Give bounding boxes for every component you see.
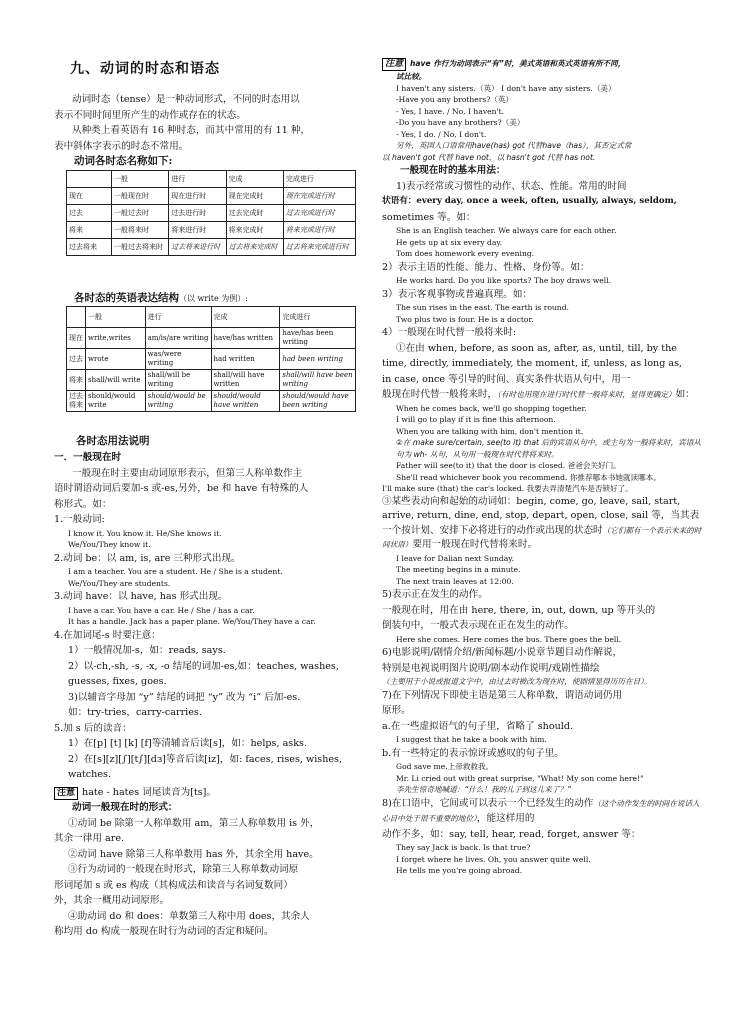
page-title: 九、动词的时态和语态 xyxy=(70,61,220,77)
tense-name-row xyxy=(67,222,356,239)
tense-name-cell: 现在完成进行时 xyxy=(283,188,355,205)
tense-name-cell: 过去 xyxy=(67,205,112,222)
tense-structure-cell: had written xyxy=(211,349,280,370)
tense-name-cell: 现在进行时 xyxy=(169,188,226,205)
tense-name-cell: 过去完成进行时 xyxy=(283,205,355,222)
tense-name-cell: 将来进行时 xyxy=(169,222,226,239)
tense-name-cell: 一般过去将来时 xyxy=(112,239,169,256)
tense-structure-header-cell xyxy=(67,307,86,328)
tense-structure-cell: shall/will have been writing xyxy=(280,370,356,391)
table2-caption: 各时态的英语表达结构（以 write 为例）: xyxy=(74,292,248,304)
tense-structure-cell: have/has been writing xyxy=(280,328,356,349)
tense-name-cell: 将来完成进行时 xyxy=(283,222,355,239)
tense-name-cell: 过去将来 xyxy=(67,239,112,256)
tense-name-cell: 现在完成时 xyxy=(226,188,283,205)
tense-structure-cell: am/is/are writing xyxy=(145,328,211,349)
tense-name-cell: 过去将来进行时 xyxy=(169,239,226,256)
tense-name-cell: 过去进行时 xyxy=(169,205,226,222)
note-box: 注意 xyxy=(54,787,78,800)
intro: 动词时态（tense）是一种动词形式，不同的时态用以 表示不同时间里所产生的动作或存在的状态。 从种类上看英语有 16 种时态，而其中常用的有 11 种， 表中斜体字表示的时态不常用。 xyxy=(54,94,311,152)
tense-name-header-cell xyxy=(67,171,112,188)
tense-structure-cell: 现在 xyxy=(67,328,86,349)
tense-name-row xyxy=(67,239,356,256)
tense-name-row xyxy=(67,188,356,205)
tense-name-header-cell: 一般 xyxy=(112,171,169,188)
tense-structure-header-cell: 完成进行 xyxy=(280,307,356,328)
tense-structure-header-cell: 完成 xyxy=(211,307,280,328)
tense-name-header-cell: 完成进行 xyxy=(283,171,355,188)
usage-heading: 各时态用法说明 xyxy=(76,435,150,447)
tense-name-row xyxy=(67,205,356,222)
tense-structure-cell: 将来 xyxy=(67,370,86,391)
tense-structure-row xyxy=(67,370,356,391)
tense-name-header-cell: 完成 xyxy=(226,171,283,188)
tense-structure-row xyxy=(67,391,356,412)
table1-caption: 动词各时态名称如下: xyxy=(74,155,173,167)
tense-structure-cell: had been writing xyxy=(280,349,356,370)
tense-structure-row xyxy=(67,328,356,349)
tense-name-cell: 一般现在时 xyxy=(112,188,169,205)
tense-structure-cell: should/would have written xyxy=(211,391,280,412)
tense-name-cell: 过去将来完成进行时 xyxy=(283,239,355,256)
note-box-right: 注意 xyxy=(382,58,406,71)
section-present-simple: 一．一般现在时 一般现在时主要由动词原形表示，但第三人称单数作主 语时谓语动词后要加-s 或-es,另外，be 和 have 有特殊的人 称形式。如： 1.一般动词: I know it. You know it. He/She knows it. We/You/They know it. 2.动词 be：以 am, is, are 三种形式出现。 I am a teacher. You are a student. He / She is a student. We/You/They are students. 3.动词 have：以 have, has 形式出现。 I have a car. You have a car. He / She / has a car. It has a handle. Jack has a paper plane. We/You/They have a car. 4.在加词尾-s 时要注意： 1）一般情况加-s，如：reads, says. 2）以-ch,-sh, -s, -x, -o 结尾的词加-es,如：teaches, washes, guesses, fixes, goes. 3)以辅音字母加 “y” 结尾的词把 “y” 改为 “i” 后加-es. 如：try-tries，carry-carries. 5.加 s 后的读音： 1）在[p] [t] [k] [f]等清辅音后读[s]，如：helps, asks. 2）在[s][z][∫][t∫][dз]等音后读[iz]，如: faces, rises, wishes, watches. 注意 hate - hates 词尾读音为[ts]。 动词一般现在时的形式： ①动词 be 除第一人称单数用 am，第三人称单数用 is 外， 其余一律用 are. ②动词 have 除第三人称单数用 has 外，其余全用 have。 ③行为动词的一般现在时形式，除第三人称单数动词原 形词尾加 s 或 es 构成（其构成法和读音与名词复数同） 外，其余一概用动词原形。 ④助动词 do 和 does：单数第三人称中用 does，其余人 称均用 do 构成一般现在时行为动词的否定和疑问。 xyxy=(54,452,343,937)
tense-name-table xyxy=(66,170,356,256)
tense-structure-cell: 过去将来 xyxy=(67,391,86,412)
right-content: 注意 have 作行为动词表示“有”时，美式英语和英式英语有所不同， 试比较。 I haven't any sisters.（英） I don't have any sisters.（美） -Have you any brothers?（英） - Yes, I have. / No, I haven't. -Do you have any brothers?（美） - Yes, I do. / No, I don't. 另外，英国人口语常用have(has) got 代替have（has），其否定式常 以 haven't got 代替 have not，以 hasn't got 代替 has not. 一般现在时的基本用法： 1)表示经常或习惯性的动作、状态、性能。常用的时间 状语有：every day, once a week, often, usually, always, seldom, sometimes 等。如： She is an English teacher. We always care for each other. He gets up at six every day. Tom does homework every evening. 2）表示主语的性能、能力、性格、身份等。如： He works hard. Do you like sports? The boy draws well. 3）表示客观事物或普遍真理。如： The sun rises in the east. The earth is round. Two plus two is four. He is a doctor. 4）一般现在时代替一般将来时: ①在由 when, before, as soon as, after, as, until, till, by the time, directly, immediately, the moment, if, unless, as long as, in case, once 等引导的时间、真实条件状语从句中，用一 般现在时代替一般将来时，（有时也用现在进行时代替一般将来时，显得更确定）如： When he comes back, we'll go shopping together. I will go to play if it is fine this afternoon. When you are talking with him, don't mention it. ②在 make sure/certain, see(to it) that 后的宾语从句中，或主句为一般将来时，宾语从句为 wh- 从句，从句用一般现在时代替将来时。 Father will see(to it) that the door is closed. 爸爸会关好门。 She'll read whichever book you recommend. 你推荐哪本书她就读哪本。 I'll make sure (that) the car's locked. 我要去弄清楚汽车是否锁好了。 ③某些表动向和起始的动词如：begin, come, go, leave, sail, start, arrive, return, dine, end, stop, depart, open, close, sail 等，当其表一个按计划、安排下必将进行的动作或出现的状态时（它们都有一个表示未来的时间状语）要用一般现在时代替将来时。 I leave for Dalian next Sunday. The meeting begins in a minute. The next train leaves at 12:00. 5)表示正在发生的动作。 一般现在时，用在由 here, there, in, out, down, up 等开头的 倒装句中，一般式表示现在正在发生的动作。 Here she comes. Here comes the bus. There goes the bell. 6)电影说明/剧情介绍/新闻标题/小说章节题目动作解说， 特别是电视说明图片说明/剧本动作说明/戏剧性描绘 （主要用于小说或报道文字中，由过去时被改为现在时，使剧情显得历历在目）。 7)在下列情况下即使主语是第三人称单数，谓语动词仍用 原形。 a.在一些虚拟语气的句子里，省略了 should. I suggest that he take a book with him. b.有一些特定的表示惊讶或感叹的句子里。 God save me.上帝救救我。 Mr. Li cried out with great surprise, "What! My son come here!" 李先生惊奇地喊道：“什么！我的儿子到这儿来了？” 8)在口语中，它间或可以表示一个已经发生的动作（这个动作发生的时间在说话人心目中处于很不重要的地位），能这样用的 动作不多，如：say, tell, hear, read, forget, answer 等： They say Jack is back. Is that true? I forget where he lives. Oh, you answer quite well. He tells me you're going abroad. xyxy=(382,59,702,875)
tense-structure-cell: shall/will write xyxy=(86,370,146,391)
tense-structure-cell: should/would be writing xyxy=(145,391,211,412)
tense-structure-table xyxy=(66,306,356,412)
tense-name-header-cell: 进行 xyxy=(169,171,226,188)
tense-name-cell: 现在 xyxy=(67,188,112,205)
tense-name-cell: 过去将来完成时 xyxy=(226,239,283,256)
tense-structure-row xyxy=(67,349,356,370)
tense-structure-header-cell: 一般 xyxy=(86,307,146,328)
tense-structure-cell: wrote xyxy=(86,349,146,370)
tense-structure-cell: shall/will have written xyxy=(211,370,280,391)
tense-structure-header-cell: 进行 xyxy=(145,307,211,328)
tense-structure-cell: have/has written xyxy=(211,328,280,349)
tense-name-cell: 将来完成时 xyxy=(226,222,283,239)
tense-structure-cell: should/would write xyxy=(86,391,146,412)
tense-name-cell: 过去完成时 xyxy=(226,205,283,222)
tense-structure-cell: 过去 xyxy=(67,349,86,370)
tense-structure-cell: write,writes xyxy=(86,328,146,349)
tense-name-cell: 一般将来时 xyxy=(112,222,169,239)
tense-name-cell: 将来 xyxy=(67,222,112,239)
tense-structure-cell: shall/will be writing xyxy=(145,370,211,391)
tense-name-cell: 一般过去时 xyxy=(112,205,169,222)
tense-structure-cell: was/were writing xyxy=(145,349,211,370)
tense-structure-cell: should/would have been writing xyxy=(280,391,356,412)
